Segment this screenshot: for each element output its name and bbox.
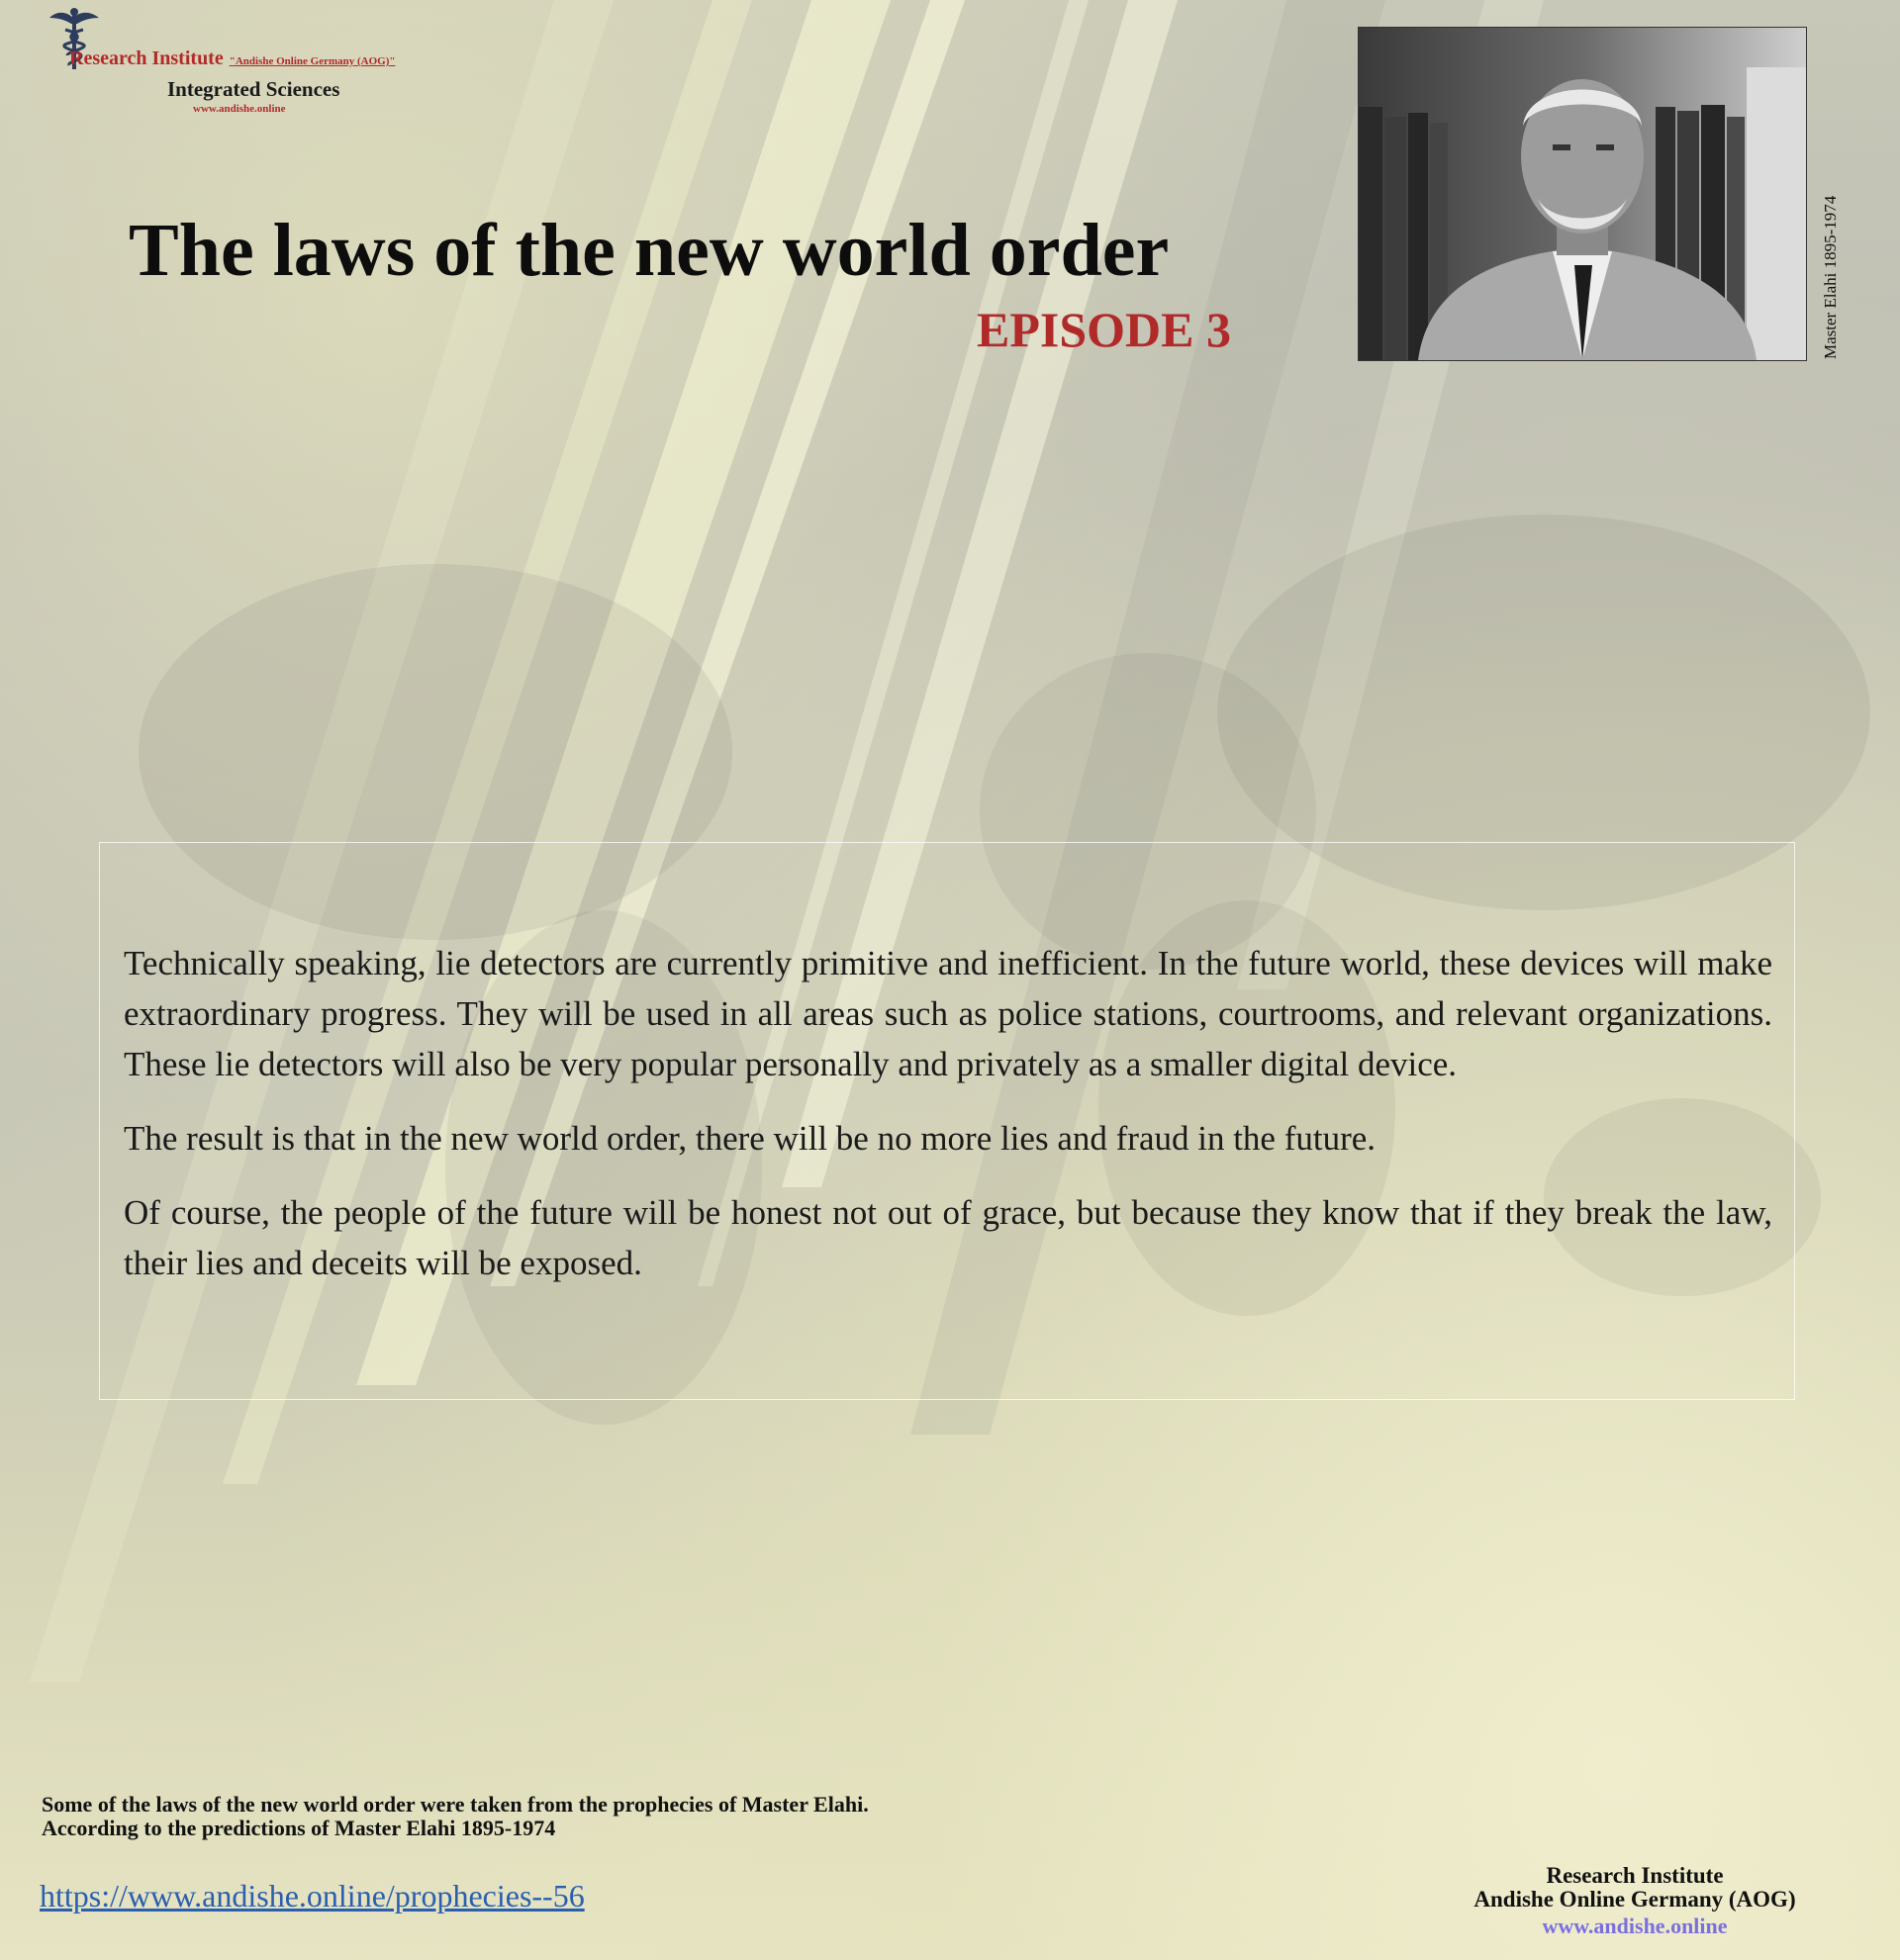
institute-logo (42, 4, 477, 115)
logo-url: www.andishe.online (193, 103, 286, 115)
org-website: www.andishe.online (1542, 1913, 1728, 1938)
prophecies-link[interactable]: https://www.andishe.online/prophecies--56 (40, 1878, 585, 1913)
footer-note-line: According to the predictions of Master Elahi 1895-1974 (42, 1816, 556, 1840)
portrait-photo (1358, 27, 1807, 361)
page-title: The laws of the new world order (129, 209, 1170, 292)
footer-note-line: Some of the laws of the new world order were taken from the prophecies of Master Elahi. (42, 1792, 869, 1817)
logo-subtitle: Integrated Sciences (167, 77, 340, 101)
footer-note (42, 1793, 869, 1840)
paragraph: Of course, the people of the future will be honest not out of grace, but because they know that if they break the law, their lies and deceits will be exposed. (124, 1193, 1772, 1282)
org-name-line: Research Institute (1546, 1863, 1724, 1888)
logo-title: Research Institute "Andishe Online Germany (AOG)" (69, 47, 396, 69)
footer-organization (1427, 1864, 1843, 1941)
paragraph: Technically speaking, lie detectors are currently primitive and inefficient. In the future world, these devices will make extraordinary progress. They will be used in all areas such as police stations, courtrooms, and relevant organizations. These lie detectors will also be very popular personally and privately as a smaller digital device. (124, 944, 1772, 1083)
org-name-line: Andishe Online Germany (AOG) (1473, 1887, 1796, 1912)
photo-caption: Master Elahi 1895-1974 (1821, 195, 1840, 359)
paragraph: The result is that in the new world order, there will be no more lies and fraud in the future. (124, 1119, 1377, 1158)
content-box (99, 842, 1795, 1400)
episode-label: EPISODE 3 (976, 302, 1231, 357)
